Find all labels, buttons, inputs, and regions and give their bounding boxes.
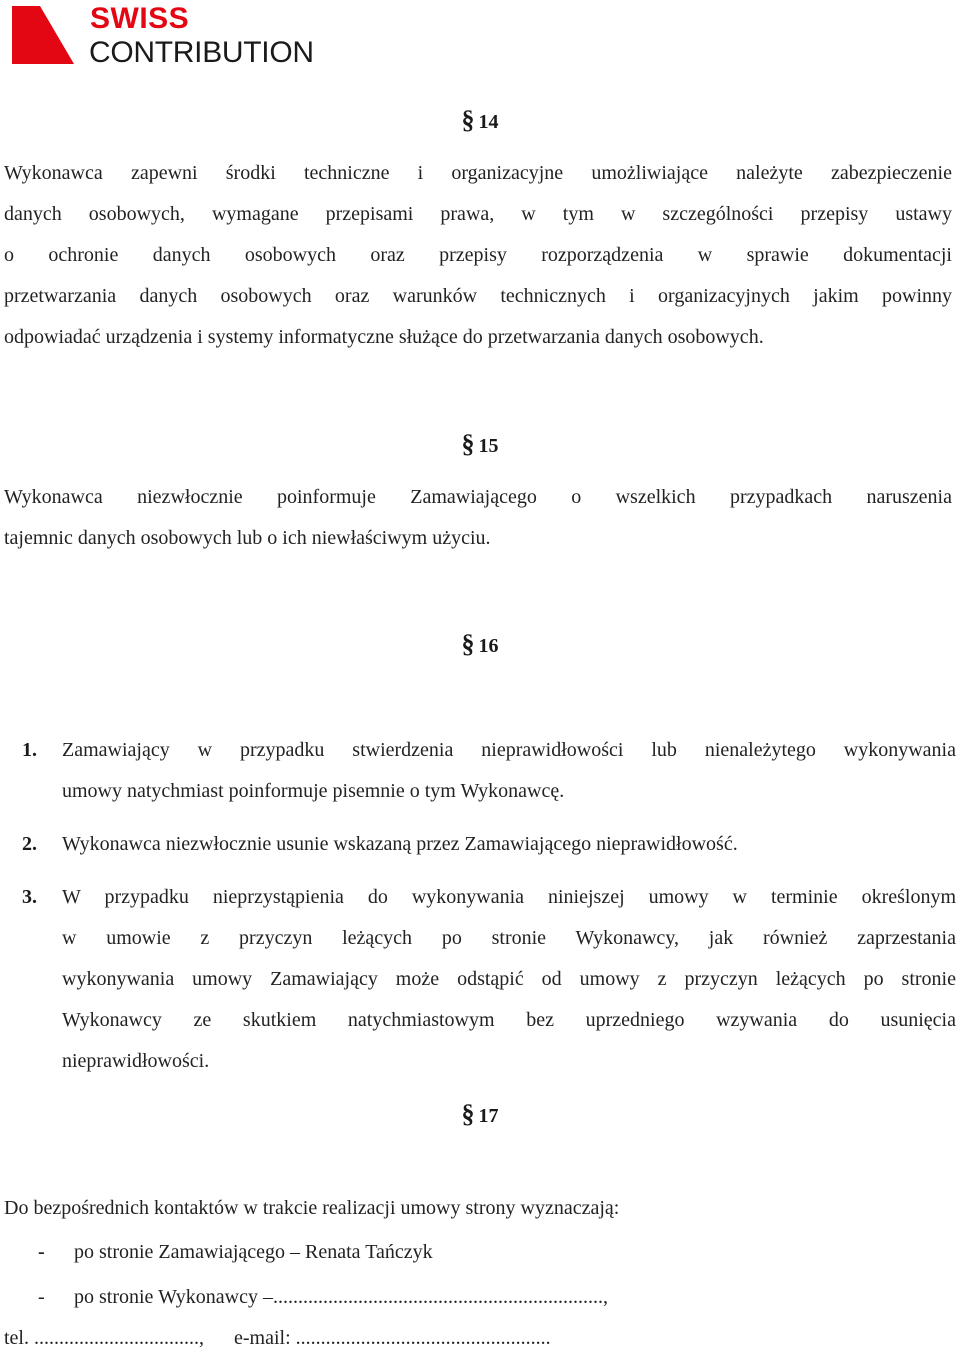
section-heading-14 [0,105,960,134]
list-item-number: 3. [22,886,37,908]
section-sign: § [461,105,475,134]
paragraph-line: Do bezpośrednich kontaktów w trakcie realizacji umowy strony wyznaczają: [4,1197,620,1219]
list-item-line: umowy natychmiast poinformuje pisemnie o tym Wykonawcę. [62,780,565,802]
section-sign: § [461,429,475,458]
paragraph-line: tajemnic danych osobowych lub o ich niewłaściwym użyciu. [4,527,491,549]
bullet-text: po stronie Wykonawcy –.................................................................., [74,1286,608,1308]
section-heading-17 [0,1099,960,1128]
logo-text-swiss: SWISS [90,2,190,35]
logo-text-contribution: CONTRIBUTION [89,36,314,69]
list-item-line: nieprawidłowości. [62,1050,210,1072]
bullet-dash: - [38,1241,45,1263]
paragraph-line: danych osobowych, wymagane przepisami prawa, w tym w szczególności przepisy ustawy [4,203,952,225]
list-item-line: w umowie z przyczyn leżących po stronie Wykonawcy, jak również zaprzestania [62,927,956,949]
paragraph-line: przetwarzania danych osobowych oraz warunków technicznych i organizacyjnych jakim powinny [4,285,952,307]
paragraph-line: Wykonawca zapewni środki techniczne i organizacyjne umożliwiające należyte zabezpieczenie [4,162,952,184]
section-number: 14 [478,111,499,133]
section-number: 16 [478,635,499,657]
list-item-line: wykonywania umowy Zamawiający może odstąpić od umowy z przyczyn leżących po stronie [62,968,956,990]
section-heading-15 [0,429,960,458]
bullet-dash: - [38,1286,45,1308]
section-number: 15 [478,435,499,457]
list-item-line: Zamawiający w przypadku stwierdzenia nieprawidłowości lub nienależytego wykonywania [62,739,956,761]
list-item-line: W przypadku nieprzystąpienia do wykonywania niniejszej umowy w terminie określonym [62,886,956,908]
paragraph-line: Wykonawca niezwłocznie poinformuje Zamawiającego o wszelkich przypadkach naruszenia [4,486,952,508]
section-number: 17 [478,1105,499,1127]
logo-mark-icon [12,6,74,64]
list-item-line: Wykonawcy ze skutkiem natychmiastowym bez uprzedniego wzywania do usunięcia [62,1009,956,1031]
section-sign: § [461,629,475,658]
list-item-number: 2. [22,833,37,855]
paragraph-line: odpowiadać urządzenia i systemy informatyczne służące do przetwarzania danych osobowych. [4,326,764,348]
section-sign: § [461,1099,475,1128]
bullet-text: po stronie Zamawiającego – Renata Tańczyk [74,1241,433,1263]
list-item-line: Wykonawca niezwłocznie usunie wskazaną przez Zamawiającego nieprawidłowość. [62,833,738,855]
section-heading-16 [0,629,960,658]
list-item-number: 1. [22,739,37,761]
contact-line: tel. ................................., e-mail: ................................................... [4,1327,551,1349]
paragraph-line: o ochronie danych osobowych oraz przepisy rozporządzenia w sprawie dokumentacji [4,244,952,266]
